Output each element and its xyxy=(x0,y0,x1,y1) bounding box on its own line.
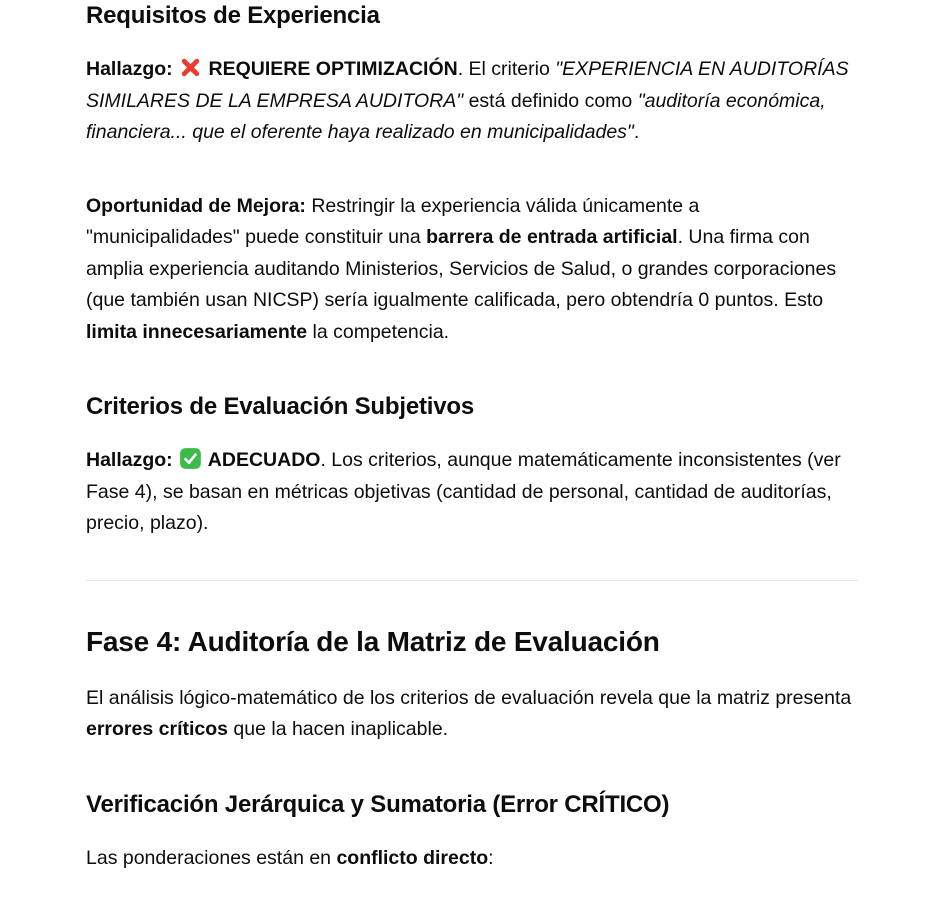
text-segment: . xyxy=(633,121,640,143)
paragraph xyxy=(86,683,858,746)
text-segment: . Los criterios, aunque matemáticamente inconsistentes (ver Fase 4), se basan en métricas objetivas (cantidad de personal, cantidad de auditorías, precio, plazo). xyxy=(86,449,841,534)
text-segment: : xyxy=(488,846,494,869)
italic-text: "EXPERIENCIA EN AUDITORÍAS SIMILARES DE LA EMPRESA AUDITORA" xyxy=(86,58,849,112)
paragraph xyxy=(86,445,858,540)
bold-text: Hallazgo: xyxy=(86,449,179,471)
text-segment: . Una firma con amplia experiencia auditando Ministerios, Servicios de Salud, o grandes corporaciones (que también usan NICSP) sería igualmente calificada, pero obtendría 0 puntos. Esto xyxy=(86,226,837,311)
text-segment: El análisis lógico-matemático de los criterios de evaluación revela que la matriz presenta xyxy=(86,686,852,709)
text-segment: está definido como xyxy=(463,89,638,112)
paragraph xyxy=(86,54,858,149)
section-divider xyxy=(86,580,858,581)
bold-text: barrera de entrada artificial xyxy=(426,226,678,248)
paragraph xyxy=(86,191,858,349)
text-segment: que la hacen inaplicable. xyxy=(228,718,449,740)
text-segment: Las ponderaciones están en xyxy=(86,846,337,869)
section-heading: Verificación Jerárquica y Sumatoria (Error CRÍTICO) xyxy=(86,790,670,818)
bold-text: ADECUADO xyxy=(203,449,321,471)
section-heading: Requisitos de Experiencia xyxy=(86,2,380,29)
bold-text: errores críticos xyxy=(86,718,228,740)
bold-text: Hallazgo: xyxy=(86,58,179,80)
paragraph xyxy=(86,843,858,875)
text-segment: . El criterio xyxy=(457,58,556,80)
italic-text: "auditoría económica, financiera... que el oferente haya realizado en municipalidades" xyxy=(86,89,826,143)
bold-text: REQUIERE OPTIMIZACIÓN xyxy=(203,58,458,80)
section-heading: Fase 4: Auditoría de la Matriz de Evaluación xyxy=(86,625,660,657)
check-mark-icon xyxy=(179,447,202,470)
section-heading: Criterios de Evaluación Subjetivos xyxy=(86,393,474,420)
bold-text: limita innecesariamente xyxy=(86,320,308,343)
bold-text: Oportunidad de Mejora: xyxy=(86,194,306,217)
bold-text: conflicto directo xyxy=(336,846,489,869)
text-segment: la competencia. xyxy=(307,320,450,343)
text-segment: Restringir la experiencia válida únicamente a "municipalidades" puede constituir una xyxy=(86,194,700,248)
document xyxy=(86,0,858,874)
cross-mark-icon xyxy=(179,56,202,79)
